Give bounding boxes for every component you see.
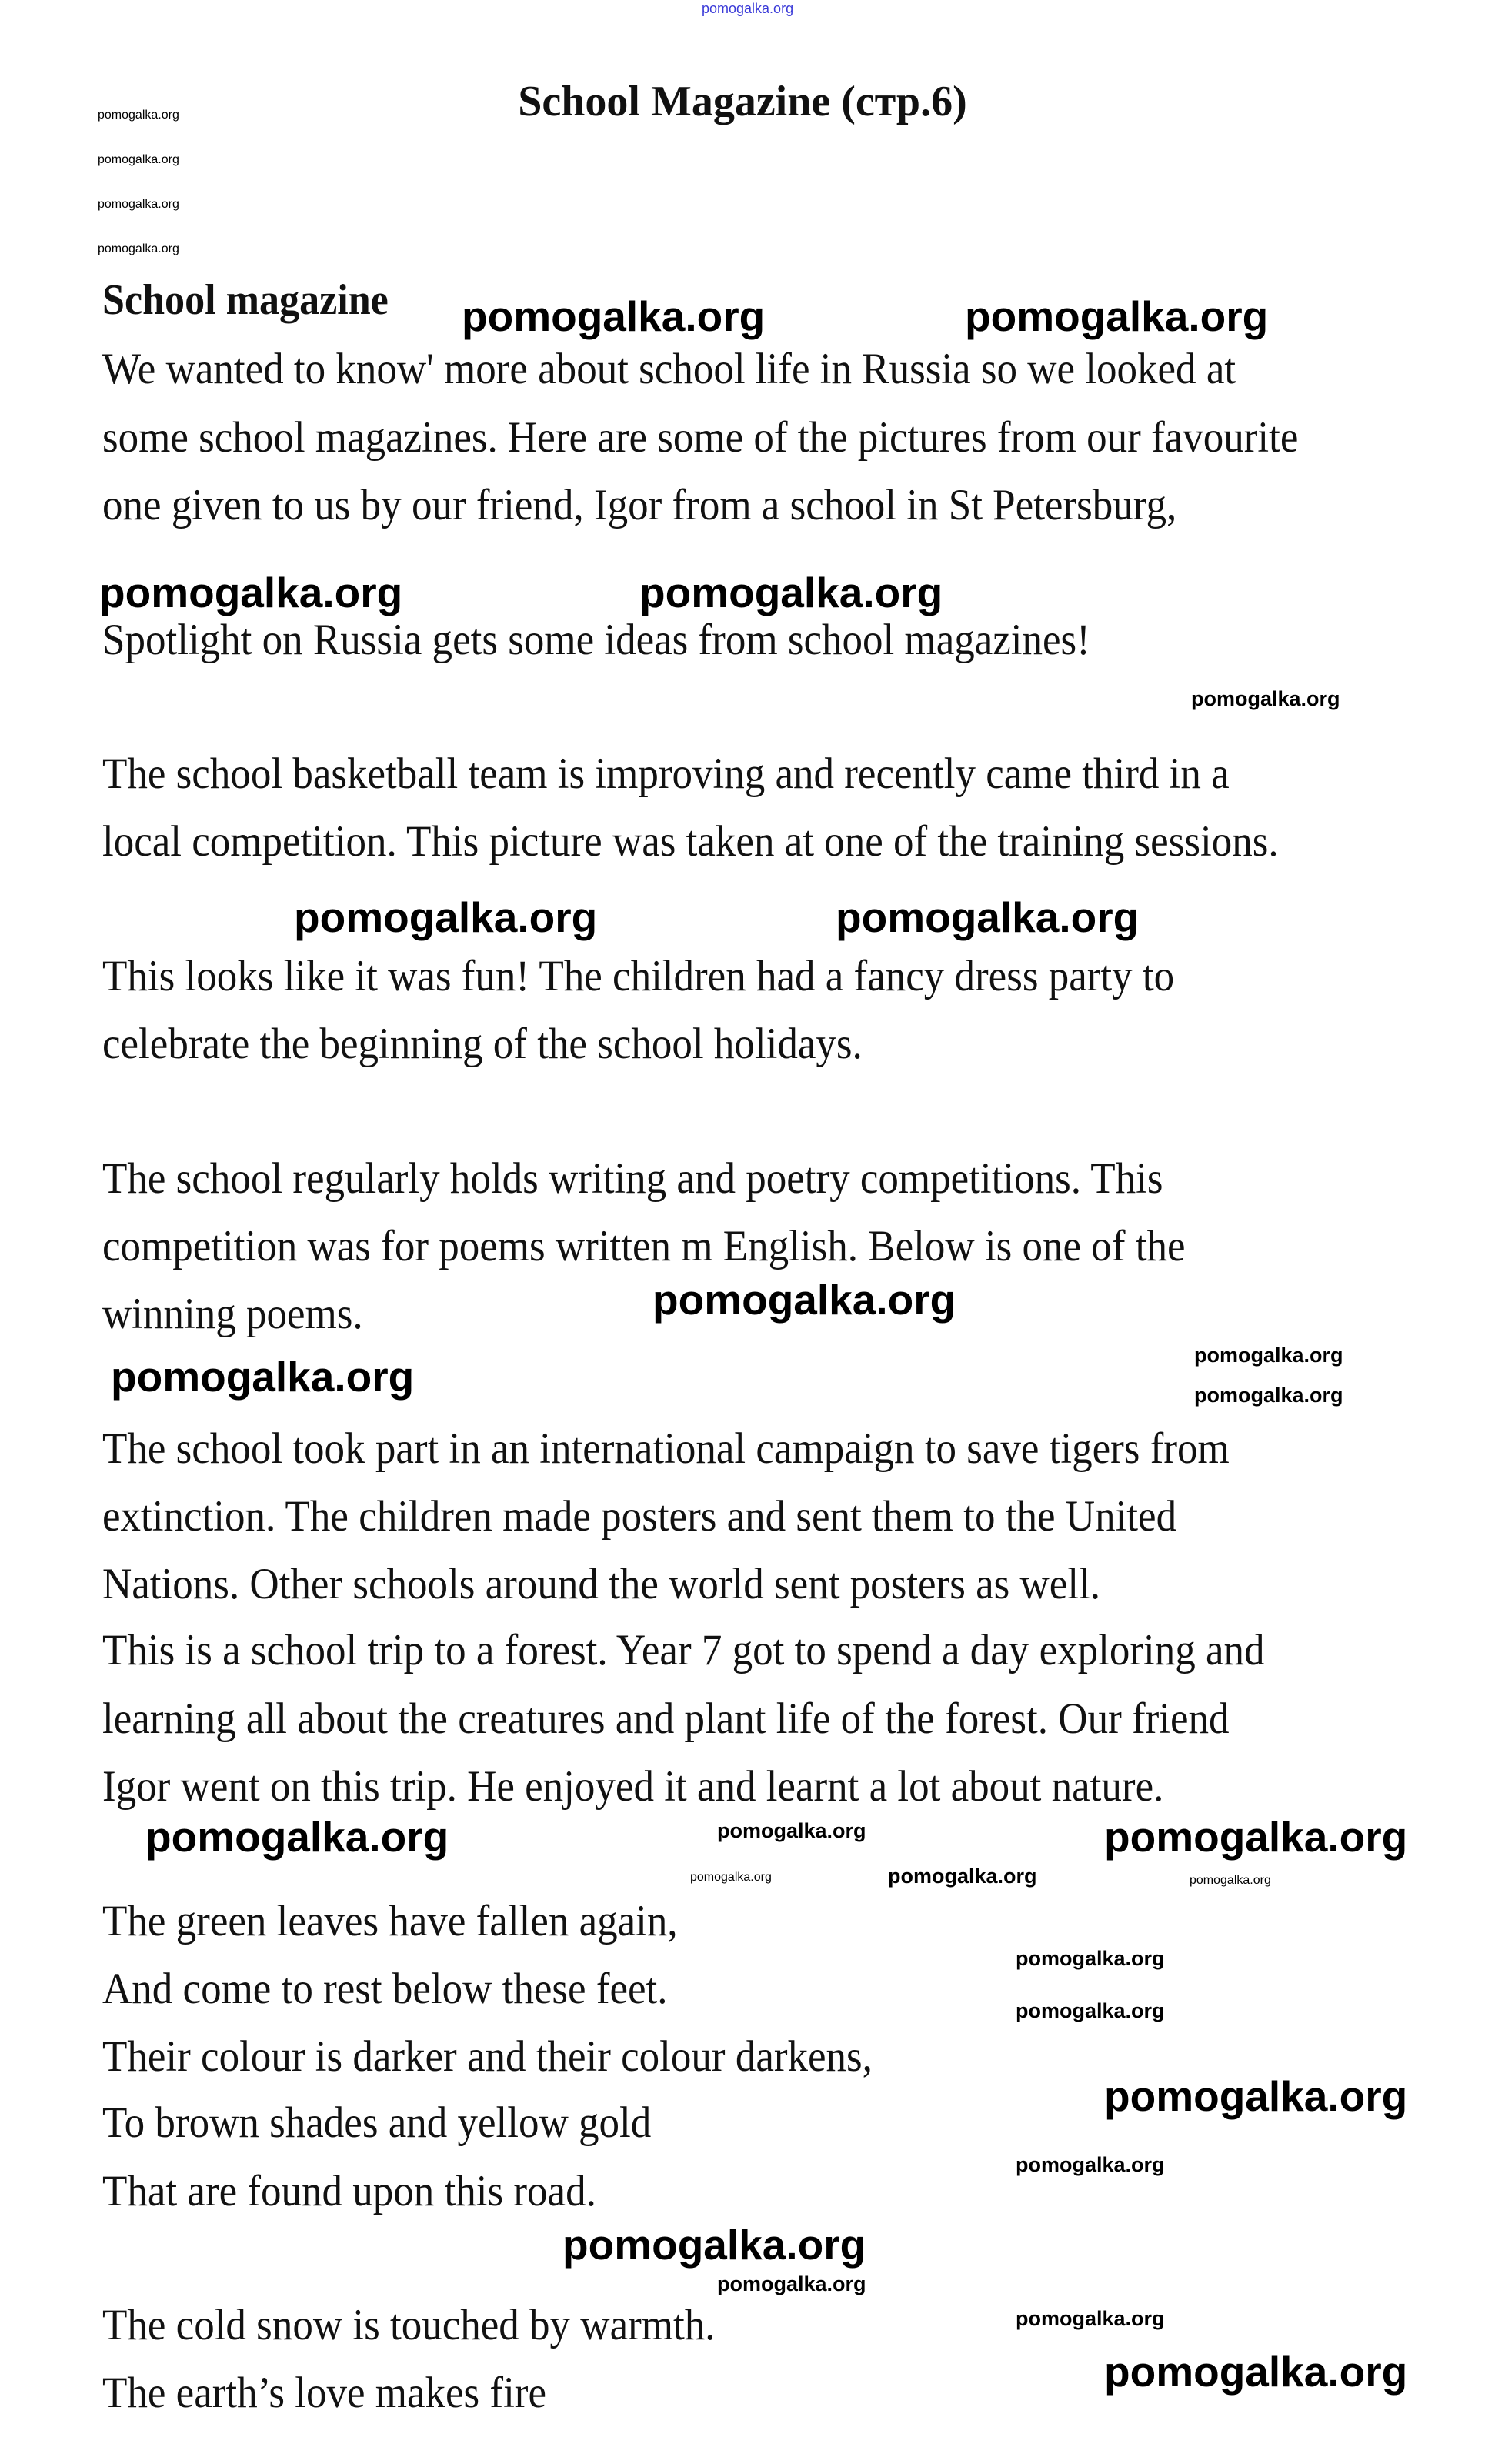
- watermark-text: pomogalka.org: [145, 1813, 449, 1861]
- text-line: Nations. Other schools around the world sent posters as well.: [102, 1560, 1101, 1608]
- text-line: The school basketball team is improving and recently came third in a: [102, 750, 1230, 798]
- text-line: The cold snow is touched by warmth.: [102, 2301, 716, 2349]
- watermark-text: pomogalka.org: [717, 2272, 866, 2295]
- watermark-text: pomogalka.org: [1194, 1384, 1343, 1407]
- watermark-text: pomogalka.org: [888, 1865, 1037, 1888]
- watermark-text: pomogalka.org: [965, 292, 1269, 340]
- text-line: This is a school trip to a forest. Year 7 got to spend a day exploring and: [102, 1626, 1265, 1674]
- page-title: School Magazine (стр.6): [518, 78, 967, 125]
- text-line: The earth’s love makes fire: [102, 2369, 546, 2417]
- text-line: And come to rest below these feet.: [102, 1965, 668, 2013]
- watermark-text: pomogalka.org: [1016, 1947, 1165, 1970]
- text-line: local competition. This picture was taken at one of the training sessions.: [102, 817, 1279, 866]
- text-line: some school magazines. Here are some of the pictures from our favourite: [102, 413, 1299, 462]
- watermark-text: pomogalka.org: [294, 893, 598, 941]
- watermark-text: pomogalka.org: [1016, 2153, 1165, 2176]
- watermark-text: pomogalka.org: [1194, 1344, 1343, 1367]
- watermark-text: pomogalka.org: [1104, 2072, 1408, 2120]
- source-watermark: pomogalka.org: [702, 1, 794, 16]
- watermark-text: pomogalka.org: [1104, 1813, 1408, 1861]
- text-line: celebrate the beginning of the school holidays.: [102, 1020, 863, 1068]
- text-line: Igor went on this trip. He enjoyed it and learnt a lot about nature.: [102, 1762, 1164, 1811]
- watermark-text: pomogalka.org: [111, 1353, 415, 1401]
- text-line: That are found upon this road.: [102, 2167, 596, 2215]
- watermark-text: pomogalka.org: [98, 242, 179, 255]
- watermark-text: pomogalka.org: [836, 893, 1140, 941]
- watermark-text: pomogalka.org: [1191, 687, 1340, 710]
- text-line: To brown shades and yellow gold: [102, 2098, 652, 2147]
- watermark-text: pomogalka.org: [98, 198, 179, 211]
- text-line: learning all about the creatures and plant life of the forest. Our friend: [102, 1694, 1230, 1743]
- text-line: We wanted to know' more about school life in Russia so we looked at: [102, 345, 1236, 393]
- watermark-text: pomogalka.org: [98, 109, 179, 122]
- text-line: The school regularly holds writing and poetry competitions. This: [102, 1154, 1163, 1203]
- text-line: extinction. The children made posters and sent them to the United: [102, 1492, 1177, 1541]
- watermark-text: pomogalka.org: [652, 1276, 956, 1324]
- watermark-text: pomogalka.org: [99, 569, 403, 616]
- text-line: Spotlight on Russia gets some ideas from school magazines!: [102, 616, 1090, 664]
- text-line: The green leaves have fallen again,: [102, 1897, 678, 1945]
- text-line: winning poems.: [102, 1290, 363, 1338]
- watermark-text: pomogalka.org: [1104, 2348, 1408, 2396]
- text-line: Their colour is darker and their colour darkens,: [102, 2032, 873, 2081]
- watermark-text: pomogalka.org: [639, 569, 943, 616]
- watermark-text: pomogalka.org: [562, 2221, 866, 2269]
- watermark-text: pomogalka.org: [98, 153, 179, 166]
- watermark-text: pomogalka.org: [717, 1819, 866, 1842]
- text-line: competition was for poems written m English. Below is one of the: [102, 1222, 1186, 1270]
- watermark-text: pomogalka.org: [1016, 2307, 1165, 2330]
- article-heading: School magazine: [102, 276, 389, 324]
- text-line: The school took part in an international campaign to save tigers from: [102, 1424, 1230, 1473]
- text-line: one given to us by our friend, Igor from a school in St Petersburg,: [102, 481, 1177, 529]
- watermark-text: pomogalka.org: [1016, 1999, 1165, 2022]
- text-line: This looks like it was fun! The children had a fancy dress party to: [102, 952, 1175, 1000]
- watermark-text: pomogalka.org: [690, 1871, 772, 1884]
- watermark-text: pomogalka.org: [462, 292, 766, 340]
- watermark-text: pomogalka.org: [1190, 1874, 1271, 1887]
